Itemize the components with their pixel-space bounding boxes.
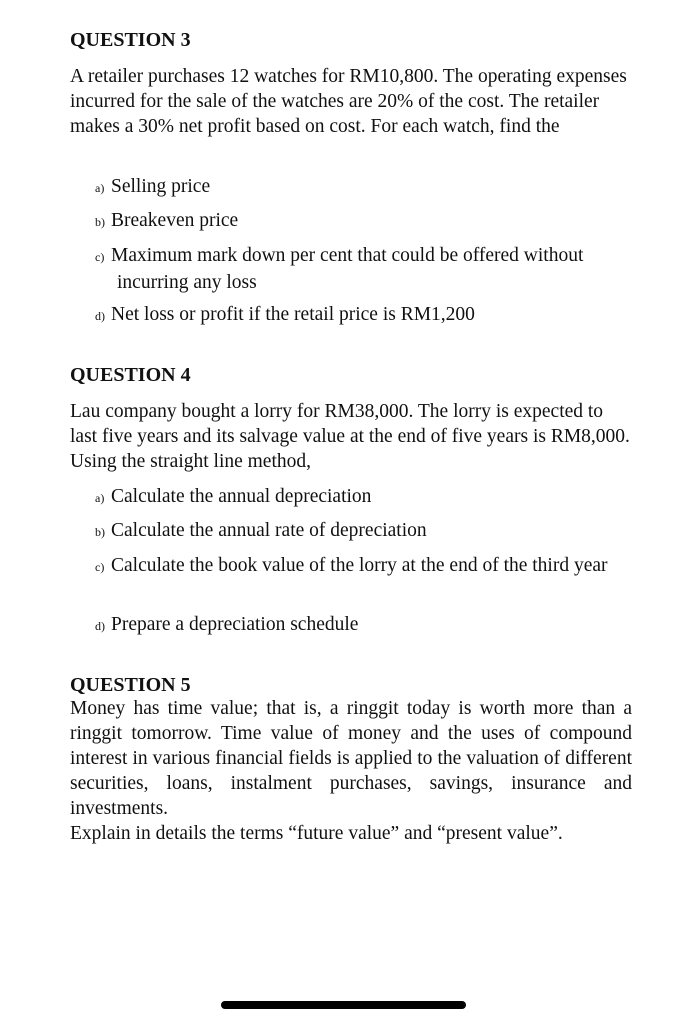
- item-marker: c): [95, 250, 105, 264]
- question-4-item-d: [95, 612, 635, 639]
- item-text: Prepare a depreciation schedule: [111, 614, 359, 635]
- item-text: Maximum mark down per cent that could be offered without incurring any loss: [111, 245, 584, 293]
- item-marker: c): [95, 560, 105, 574]
- item-marker: b): [95, 525, 105, 539]
- item-marker: b): [95, 215, 105, 229]
- item-text: Net loss or profit if the retail price is RM1,200: [111, 304, 475, 325]
- question-4-item-a: [95, 484, 635, 511]
- question-5-title: QUESTION 5: [70, 674, 191, 696]
- item-text: Calculate the annual depreciation: [111, 486, 372, 507]
- item-marker: a): [95, 491, 105, 505]
- item-marker: a): [95, 181, 105, 195]
- question-5-task: Explain in details the terms “future value” and “present value”.: [70, 823, 563, 844]
- question-4-body: Lau company bought a lorry for RM38,000. The lorry is expected to last five years and its salvage value at the end of five years is RM8,000. Using the straight line method,: [70, 401, 630, 472]
- home-indicator-bar[interactable]: [221, 1001, 466, 1009]
- question-5-body: Money has time value; that is, a ringgit today is worth more than a ringgit tomorrow. Time value of money and the uses of compound interest in various financial fields is applied to the valuation of different securities, loans, instalment purchases, savings, insurance and investments.: [70, 698, 632, 819]
- item-marker: d): [95, 619, 105, 633]
- item-text: Breakeven price: [111, 210, 239, 231]
- question-3-item-d: [95, 302, 635, 329]
- question-4-item-c: [95, 553, 635, 580]
- item-text: Calculate the annual rate of depreciation: [111, 520, 427, 541]
- question-4-title: QUESTION 4: [70, 364, 191, 386]
- item-text: Calculate the book value of the lorry at the end of the third year: [111, 555, 608, 576]
- question-3-body: A retailer purchases 12 watches for RM10,800. The operating expenses incurred for the sale of the watches are 20% of the cost. The retailer makes a 30% net profit based on cost. For each watch, find the: [70, 66, 627, 137]
- question-3-title: QUESTION 3: [70, 29, 191, 51]
- question-3-item-b: [95, 208, 635, 235]
- item-text: Selling price: [111, 176, 211, 197]
- question-3-item-c: [95, 243, 635, 295]
- question-3-item-a: [95, 174, 635, 201]
- question-4-item-b: [95, 518, 635, 545]
- item-marker: d): [95, 309, 105, 323]
